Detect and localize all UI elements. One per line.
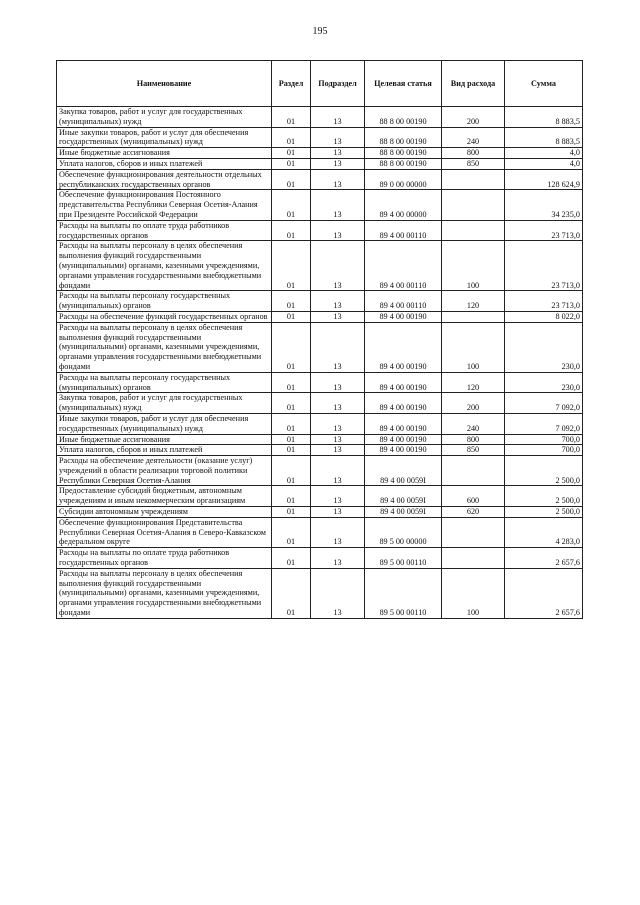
cell-name: Уплата налогов, сборов и иных платежей xyxy=(57,158,272,169)
header-subsection: Подраздел xyxy=(311,61,365,107)
cell-section: 01 xyxy=(272,445,311,456)
cell-sum: 4 283,0 xyxy=(505,517,583,547)
budget-table xyxy=(56,60,583,619)
cell-target: 89 4 00 0059I xyxy=(365,507,442,518)
cell-sum: 23 713,0 xyxy=(505,241,583,291)
cell-section: 01 xyxy=(272,456,311,486)
cell-section: 01 xyxy=(272,291,311,312)
cell-target: 89 4 00 00190 xyxy=(365,434,442,445)
header-section: Раздел xyxy=(272,61,311,107)
cell-kind: 800 xyxy=(442,148,505,159)
cell-name: Иные закупки товаров, работ и услуг для обеспечения государственных (муниципальных) нужд xyxy=(57,127,272,148)
cell-sum: 700,0 xyxy=(505,434,583,445)
table-row xyxy=(57,507,583,518)
table-row xyxy=(57,568,583,618)
table-row xyxy=(57,322,583,372)
table-row xyxy=(57,127,583,148)
cell-name: Расходы на выплаты персоналу в целях обеспечения выполнения функций государственными (муниципальными) органами, казенными учреждениями, органами управления государственными внебюджетными фондами xyxy=(57,568,272,618)
cell-name: Расходы на выплаты персоналу государственных (муниципальных) органов xyxy=(57,372,272,393)
cell-name: Расходы на выплаты персоналу государственных (муниципальных) органов xyxy=(57,291,272,312)
cell-subsection: 13 xyxy=(311,568,365,618)
cell-kind: 120 xyxy=(442,291,505,312)
page-number: 195 xyxy=(312,26,328,37)
table-row xyxy=(57,372,583,393)
table-row xyxy=(57,517,583,547)
cell-sum: 2 500,0 xyxy=(505,456,583,486)
cell-target: 89 4 00 00190 xyxy=(365,322,442,372)
cell-section: 01 xyxy=(272,311,311,322)
cell-name: Обеспечение функционирования Представительства Республики Северная Осетия-Алания в Северо-Кавказском федеральном округе xyxy=(57,517,272,547)
cell-subsection: 13 xyxy=(311,548,365,569)
cell-kind xyxy=(442,311,505,322)
cell-name: Расходы на обеспечение деятельности (оказание услуг) учреждений в области реализации торговой политики Республики Северная Осетия-Алания xyxy=(57,456,272,486)
cell-target: 89 4 00 00110 xyxy=(365,291,442,312)
cell-name: Иные бюджетные ассигнования xyxy=(57,148,272,159)
cell-section: 01 xyxy=(272,107,311,128)
cell-target: 89 5 00 00000 xyxy=(365,517,442,547)
cell-subsection: 13 xyxy=(311,311,365,322)
cell-section: 01 xyxy=(272,517,311,547)
table-row xyxy=(57,220,583,241)
cell-sum: 2 500,0 xyxy=(505,507,583,518)
cell-name: Расходы на выплаты персоналу в целях обеспечения выполнения функций государственными (муниципальными) органами, казенными учреждениями, органами управления государственными внебюджетными фондами xyxy=(57,241,272,291)
cell-subsection: 13 xyxy=(311,148,365,159)
cell-kind: 100 xyxy=(442,322,505,372)
cell-target: 89 4 00 00190 xyxy=(365,393,442,414)
cell-name: Уплата налогов, сборов и иных платежей xyxy=(57,445,272,456)
table-row xyxy=(57,107,583,128)
cell-target: 88 8 00 00190 xyxy=(365,158,442,169)
cell-section: 01 xyxy=(272,507,311,518)
cell-kind: 850 xyxy=(442,158,505,169)
table-row xyxy=(57,393,583,414)
header-name: Наименование xyxy=(57,61,272,107)
cell-name: Субсидии автономным учреждениям xyxy=(57,507,272,518)
cell-section: 01 xyxy=(272,127,311,148)
cell-target: 89 4 00 00110 xyxy=(365,241,442,291)
table-row xyxy=(57,158,583,169)
header-target: Целевая статья xyxy=(365,61,442,107)
cell-section: 01 xyxy=(272,220,311,241)
cell-subsection: 13 xyxy=(311,372,365,393)
cell-kind xyxy=(442,220,505,241)
cell-sum: 4,0 xyxy=(505,148,583,159)
table-row xyxy=(57,413,583,434)
cell-target: 89 4 00 00190 xyxy=(365,311,442,322)
cell-kind: 620 xyxy=(442,507,505,518)
table-row xyxy=(57,456,583,486)
cell-kind: 100 xyxy=(442,241,505,291)
cell-kind xyxy=(442,169,505,190)
cell-kind: 200 xyxy=(442,107,505,128)
cell-target: 89 5 00 00110 xyxy=(365,548,442,569)
cell-section: 01 xyxy=(272,486,311,507)
cell-target: 89 4 00 00000 xyxy=(365,190,442,220)
table-row xyxy=(57,486,583,507)
cell-kind: 850 xyxy=(442,445,505,456)
cell-kind: 120 xyxy=(442,372,505,393)
cell-subsection: 13 xyxy=(311,413,365,434)
header-kind: Вид расхода xyxy=(442,61,505,107)
cell-name: Расходы на выплаты по оплате труда работников государственных органов xyxy=(57,548,272,569)
cell-subsection: 13 xyxy=(311,456,365,486)
table-row xyxy=(57,169,583,190)
cell-sum: 34 235,0 xyxy=(505,190,583,220)
table-row xyxy=(57,190,583,220)
cell-target: 88 8 00 00190 xyxy=(365,148,442,159)
cell-kind: 100 xyxy=(442,568,505,618)
cell-sum: 2 500,0 xyxy=(505,486,583,507)
cell-sum: 230,0 xyxy=(505,322,583,372)
header-sum: Сумма xyxy=(505,61,583,107)
cell-target: 89 4 00 00190 xyxy=(365,445,442,456)
cell-sum: 2 657,6 xyxy=(505,568,583,618)
cell-target: 89 4 00 00110 xyxy=(365,220,442,241)
cell-sum: 8 022,0 xyxy=(505,311,583,322)
cell-subsection: 13 xyxy=(311,434,365,445)
cell-sum: 23 713,0 xyxy=(505,291,583,312)
cell-kind: 600 xyxy=(442,486,505,507)
cell-name: Иные бюджетные ассигнования xyxy=(57,434,272,445)
cell-section: 01 xyxy=(272,241,311,291)
cell-subsection: 13 xyxy=(311,393,365,414)
cell-kind xyxy=(442,548,505,569)
table-row xyxy=(57,311,583,322)
cell-section: 01 xyxy=(272,190,311,220)
cell-kind: 240 xyxy=(442,127,505,148)
cell-subsection: 13 xyxy=(311,322,365,372)
cell-subsection: 13 xyxy=(311,517,365,547)
cell-subsection: 13 xyxy=(311,507,365,518)
cell-subsection: 13 xyxy=(311,241,365,291)
table-row xyxy=(57,148,583,159)
table-row xyxy=(57,445,583,456)
cell-section: 01 xyxy=(272,568,311,618)
cell-target: 89 5 00 00110 xyxy=(365,568,442,618)
cell-target: 88 8 00 00190 xyxy=(365,107,442,128)
table-row xyxy=(57,434,583,445)
cell-name: Расходы на выплаты по оплате труда работников государственных органов xyxy=(57,220,272,241)
cell-section: 01 xyxy=(272,322,311,372)
cell-subsection: 13 xyxy=(311,445,365,456)
cell-name: Обеспечение функционирования деятельности отдельных республиканских государственных органов xyxy=(57,169,272,190)
cell-section: 01 xyxy=(272,434,311,445)
cell-sum: 23 713,0 xyxy=(505,220,583,241)
table-header-row xyxy=(57,61,583,107)
cell-kind xyxy=(442,190,505,220)
cell-subsection: 13 xyxy=(311,107,365,128)
table-row xyxy=(57,241,583,291)
cell-section: 01 xyxy=(272,158,311,169)
cell-name: Иные закупки товаров, работ и услуг для обеспечения государственных (муниципальных) нужд xyxy=(57,413,272,434)
cell-name: Закупка товаров, работ и услуг для государственных (муниципальных) нужд xyxy=(57,107,272,128)
cell-subsection: 13 xyxy=(311,291,365,312)
cell-sum: 700,0 xyxy=(505,445,583,456)
cell-subsection: 13 xyxy=(311,190,365,220)
cell-subsection: 13 xyxy=(311,158,365,169)
cell-subsection: 13 xyxy=(311,220,365,241)
cell-target: 89 4 00 0059I xyxy=(365,486,442,507)
cell-section: 01 xyxy=(272,413,311,434)
cell-kind xyxy=(442,456,505,486)
cell-name: Закупка товаров, работ и услуг для государственных (муниципальных) нужд xyxy=(57,393,272,414)
cell-target: 89 4 00 0059I xyxy=(365,456,442,486)
cell-sum: 8 883,5 xyxy=(505,107,583,128)
cell-target: 89 4 00 00190 xyxy=(365,413,442,434)
table-row xyxy=(57,548,583,569)
cell-sum: 2 657,6 xyxy=(505,548,583,569)
cell-sum: 4,0 xyxy=(505,158,583,169)
cell-section: 01 xyxy=(272,548,311,569)
cell-subsection: 13 xyxy=(311,486,365,507)
cell-subsection: 13 xyxy=(311,127,365,148)
cell-kind: 800 xyxy=(442,434,505,445)
cell-section: 01 xyxy=(272,169,311,190)
table-body xyxy=(57,107,583,619)
cell-kind: 240 xyxy=(442,413,505,434)
cell-subsection: 13 xyxy=(311,169,365,190)
cell-sum: 230,0 xyxy=(505,372,583,393)
cell-name: Расходы на обеспечение функций государственных органов xyxy=(57,311,272,322)
cell-sum: 8 883,5 xyxy=(505,127,583,148)
table-row xyxy=(57,291,583,312)
cell-section: 01 xyxy=(272,372,311,393)
cell-target: 89 4 00 00190 xyxy=(365,372,442,393)
cell-target: 88 8 00 00190 xyxy=(365,127,442,148)
cell-sum: 7 092,0 xyxy=(505,393,583,414)
cell-name: Расходы на выплаты персоналу в целях обеспечения выполнения функций государственными (муниципальными) органами, казенными учреждениями, органами управления государственными внебюджетными фондами xyxy=(57,322,272,372)
cell-sum: 128 624,9 xyxy=(505,169,583,190)
cell-name: Обеспечение функционирования Постоянного представительства Республики Северная Осетия-Алания при Президенте Российской Федерации xyxy=(57,190,272,220)
cell-kind: 200 xyxy=(442,393,505,414)
cell-section: 01 xyxy=(272,393,311,414)
cell-target: 89 0 00 00000 xyxy=(365,169,442,190)
cell-sum: 7 092,0 xyxy=(505,413,583,434)
cell-name: Предоставление субсидий бюджетным, автономным учреждениям и иным некоммерческим организациям xyxy=(57,486,272,507)
cell-section: 01 xyxy=(272,148,311,159)
cell-kind xyxy=(442,517,505,547)
